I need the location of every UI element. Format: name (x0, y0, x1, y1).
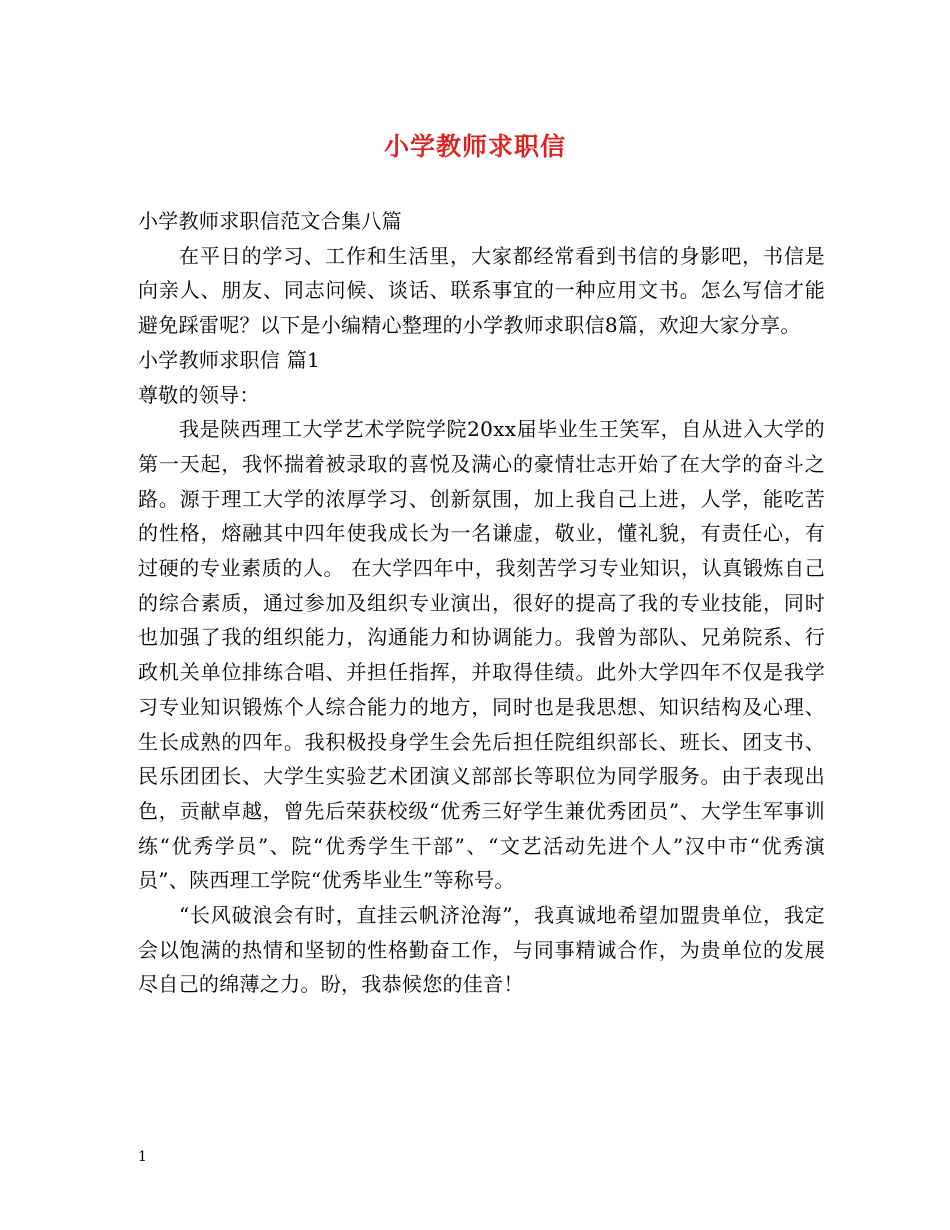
document-subtitle: 小学教师求职信范文合集八篇 (138, 209, 402, 233)
intro-paragraph: 在平日的学习、工作和生活里，大家都经常看到书信的身影吧，书信是向亲人、朋友、同志问候、谈话、联系事宜的一种应用文书。怎么写信才能避免踩雷呢？以下是小编精心整理的小学教师求职信8篇，欢迎大家分享。 (138, 243, 825, 338)
page-number: 1 (138, 1149, 147, 1165)
document-title: 小学教师求职信 (383, 132, 566, 161)
salutation: 尊敬的领导： (138, 382, 260, 407)
section-heading: 小学教师求职信 篇1 (138, 347, 321, 372)
document-body (138, 204, 825, 1002)
body-paragraph-1: 我是陕西理工大学艺术学院学院20xx届毕业生王笑军，自从进入大学的第一天起，我怀揣着被录取的喜悦及满心的豪情壮志开始了在大学的奋斗之路。源于理工大学的浓厚学习、创新氛围，加上我自己上进，人学，能吃苦的性格，熔融其中四年使我成长为一名谦虚，敬业，懂礼貌，有责任心，有过硬的专业素质的人。 在大学四年中，我刻苦学习专业知识，认真锻炼自己的综合素质，通过参加及组织专业演出，很好的提高了我的专业技能，同时也加强了我的组织能力，沟通能力和协调能力。我曾为部队、兄弟院系、行政机关单位排练合唱、并担任指挥，并取得佳绩。此外大学四年不仅是我学习专业知识锻炼个人综合能力的地方，同时也是我思想、知识结构及心理、生长成熟的四年。我积极投身学生会先后担任院组织部长、班长、团支书、民乐团团长、大学生实验艺术团演义部部长等职位为同学服务。由于表现出色，贡献卓越，曾先后荣获校级“优秀三好学生兼优秀团员”、大学生军事训练“优秀学员”、院“优秀学生干部”、“文艺活动先进个人”汉中市“优秀演员”、陕西理工学院“优秀毕业生”等称号。 (138, 417, 825, 893)
body-paragraph-2: “长风破浪会有时，直挂云帆济沧海”，我真诚地希望加盟贵单位，我定会以饱满的热情和坚韧的性格勤奋工作，与同事精诚合作，为贵单位的发展尽自己的绵薄之力。盼，我恭候您的佳音！ (138, 903, 825, 997)
